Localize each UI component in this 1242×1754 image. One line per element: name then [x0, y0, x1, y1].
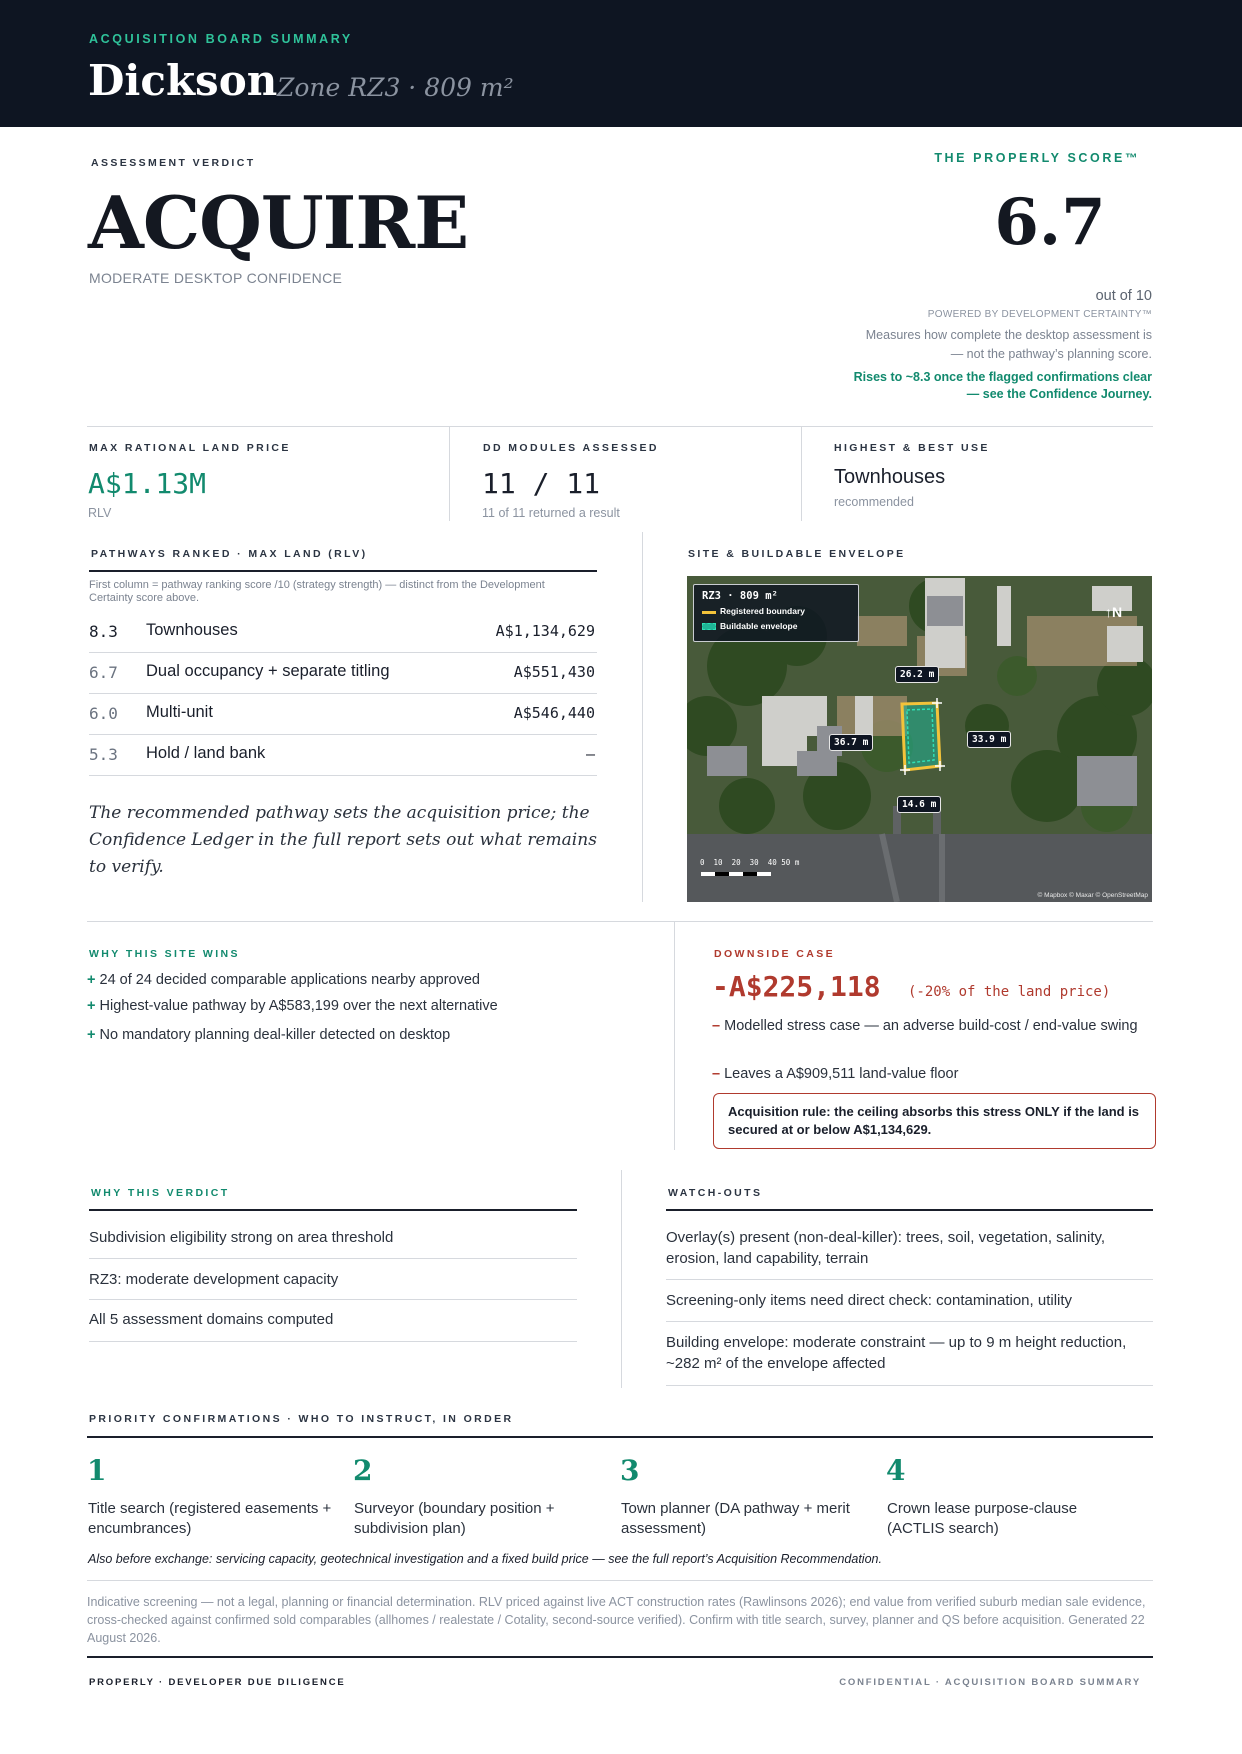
table-row	[89, 653, 597, 694]
map-legend	[693, 584, 859, 642]
score-powered-by: POWERED BY DEVELOPMENT CERTAINTY™	[927, 309, 1152, 320]
envelope-swatch	[702, 623, 716, 630]
dimension-label: 33.9 m	[967, 731, 1011, 748]
site-caption: SITE & BUILDABLE ENVELOPE	[688, 548, 906, 560]
scale-bar	[701, 872, 771, 876]
step-text: Surveyor (boundary position + subdivision plan)	[354, 1500, 555, 1537]
score-rise-note	[800, 369, 1152, 403]
list-item: Screening-only items need direct check: contamination, utility	[666, 1292, 1073, 1309]
divider	[89, 1341, 577, 1342]
score-description-line: — not the pathway’s planning score.	[950, 347, 1152, 361]
legend-envelope: Buildable envelope	[720, 621, 798, 631]
list-item	[87, 998, 498, 1014]
divider	[666, 1385, 1153, 1386]
pathway-name: Townhouses	[146, 621, 238, 639]
table-row	[89, 612, 597, 653]
divider	[642, 532, 643, 902]
metric-sub: 11 of 11 returned a result	[482, 506, 620, 520]
header-kicker: ACQUISITION BOARD SUMMARY	[89, 32, 353, 46]
pathway-score: 5.3	[89, 745, 118, 764]
step-number: 4	[886, 1454, 906, 1487]
minus-icon: –	[712, 1066, 721, 1082]
step-number: 3	[620, 1454, 640, 1487]
map-attribution: © Mapbox © Maxar © OpenStreetMap	[1037, 892, 1148, 899]
wins-caption: WHY THIS SITE WINS	[89, 948, 240, 960]
verdict-word: ACQUIRE	[88, 180, 469, 265]
why-verdict-caption: WHY THIS VERDICT	[91, 1187, 230, 1199]
pathway-name: Dual occupancy + separate titling	[146, 662, 390, 680]
footer-left: PROPERLY · DEVELOPER DUE DILIGENCE	[89, 1677, 346, 1688]
minus-icon: –	[712, 1018, 721, 1034]
metric-caption: DD MODULES ASSESSED	[483, 442, 659, 454]
list-item: RZ3: moderate development capacity	[89, 1271, 339, 1288]
list-item-text: 24 of 24 decided comparable applications nearby approved	[99, 972, 480, 988]
pathway-price: –	[585, 745, 595, 763]
divider	[89, 570, 597, 572]
site-map[interactable]	[687, 576, 1152, 902]
score-description	[820, 326, 1152, 364]
pathway-price: A$546,440	[513, 704, 595, 722]
step-number: 2	[353, 1454, 373, 1487]
divider	[449, 427, 450, 521]
pathway-name: Hold / land bank	[146, 744, 266, 762]
page-title: Dickson	[88, 56, 278, 105]
metric-sub: recommended	[834, 495, 914, 509]
metric-land-price: A$1.13M	[88, 467, 207, 500]
score-rise-line: — see the Confidence Journey.	[966, 387, 1152, 401]
divider	[87, 1580, 1153, 1581]
list-item: Building envelope: moderate constraint — up to 9 m height reduction, ~282 m² of the envelope affected	[666, 1334, 1127, 1372]
north-label: N	[1112, 604, 1123, 620]
plus-icon: +	[87, 972, 96, 988]
list-item	[712, 1016, 1152, 1036]
downside-caption: DOWNSIDE CASE	[714, 948, 836, 960]
pathway-price: A$1,134,629	[495, 622, 595, 640]
list-item-text: Leaves a A$909,511 land-value floor	[724, 1066, 959, 1082]
list-item-text: No mandatory planning deal-killer detected on desktop	[99, 1027, 451, 1043]
divider	[666, 1279, 1153, 1280]
step-number: 1	[87, 1454, 107, 1487]
divider	[666, 1321, 1153, 1322]
legend-title: RZ3 · 809 m²	[702, 590, 778, 602]
scale-label: 0 10 20 30 40 50 m	[700, 858, 800, 867]
list-item: All 5 assessment domains computed	[89, 1311, 334, 1328]
list-item: Overlay(s) present (non-deal-killer): trees, soil, vegetation, salinity, erosion, land capability, terrain	[666, 1229, 1106, 1267]
divider	[89, 1209, 577, 1211]
score-description-line: Measures how complete the desktop assessment is	[865, 328, 1152, 342]
verdict-confidence: MODERATE DESKTOP CONFIDENCE	[89, 270, 343, 286]
table-row	[89, 694, 597, 735]
dimension-label: 26.2 m	[895, 666, 939, 683]
pathway-score: 6.0	[89, 704, 118, 723]
pathway-name: Multi-unit	[146, 703, 213, 721]
metric-modules: 11 / 11	[482, 467, 601, 500]
list-item-text: Modelled stress case — an adverse build-cost / end-value swing	[724, 1018, 1138, 1034]
pathways-note: First column = pathway ranking score /10 (strategy strength) — distinct from the Development Certainty score above.	[89, 579, 545, 604]
divider	[87, 1656, 1153, 1658]
plus-icon: +	[87, 1027, 96, 1043]
score-rise-line: Rises to ~8.3 once the flagged confirmations clear	[853, 370, 1152, 384]
dimension-label: 14.6 m	[897, 796, 941, 813]
divider	[801, 427, 802, 521]
downside-percent: (-20% of the land price)	[908, 984, 1111, 1000]
divider	[87, 1436, 1153, 1438]
score-value: 6.7	[994, 185, 1106, 260]
divider	[89, 1299, 577, 1300]
divider	[674, 922, 675, 1150]
list-item-text: Highest-value pathway by A$583,199 over the next alternative	[99, 998, 498, 1014]
divider	[87, 921, 1153, 922]
pathway-price: A$551,430	[513, 663, 595, 681]
also-before-note: Also before exchange: servicing capacity, geotechnical investigation and a fixed build price — see the full report’s Acquisition Recommendation.	[88, 1552, 882, 1566]
priority-caption: PRIORITY CONFIRMATIONS · WHO TO INSTRUCT, IN ORDER	[89, 1413, 514, 1425]
list-item	[87, 972, 480, 988]
footer-right: CONFIDENTIAL · ACQUISITION BOARD SUMMARY	[839, 1677, 1141, 1688]
step-text: Town planner (DA pathway + merit assessment)	[621, 1500, 850, 1537]
divider	[89, 1258, 577, 1259]
metric-sub: RLV	[88, 506, 112, 520]
step-text: Title search (registered easements + encumbrances)	[88, 1500, 332, 1537]
table-row	[89, 735, 597, 776]
divider	[87, 426, 1153, 427]
pathways-quote: The recommended pathway sets the acquisition price; the Confidence Ledger in the full report sets out what remains to verify.	[89, 803, 597, 877]
boundary-swatch	[702, 611, 716, 614]
metric-best-use: Townhouses	[834, 466, 946, 488]
legend-boundary: Registered boundary	[720, 606, 806, 616]
downside-value: -A$225,118	[712, 970, 881, 1003]
pathway-score: 6.7	[89, 663, 118, 682]
score-out-of: out of 10	[1095, 288, 1152, 304]
metric-caption: HIGHEST & BEST USE	[834, 442, 990, 454]
list-item	[87, 1027, 450, 1043]
acquisition-rule-box: Acquisition rule: the ceiling absorbs this stress ONLY if the land is secured at or below A$1,134,629.	[713, 1093, 1156, 1149]
metric-caption: MAX RATIONAL LAND PRICE	[89, 442, 291, 454]
dimension-label: 36.7 m	[829, 734, 873, 751]
watchouts-caption: WATCH-OUTS	[668, 1187, 763, 1199]
pathway-score: 8.3	[89, 622, 118, 641]
plus-icon: +	[87, 998, 96, 1014]
score-caption: THE PROPERLY SCORE™	[934, 151, 1140, 165]
divider	[621, 1170, 622, 1388]
north-arrow-icon: ↑N	[1105, 604, 1123, 620]
step-text: Crown lease purpose-clause (ACTLIS search)	[887, 1500, 1078, 1537]
page-subtitle: Zone RZ3 · 809 m²	[277, 73, 514, 102]
pathways-caption: PATHWAYS RANKED · MAX LAND (RLV)	[91, 548, 368, 560]
list-item: Subdivision eligibility strong on area threshold	[89, 1229, 394, 1246]
disclaimer: Indicative screening — not a legal, planning or financial determination. RLV priced against live ACT construction rates (Rawlinsons 2026); end value from verified suburb median sale evidence, cross-checked against confirmed sold comparables (allhomes / realestate / Cotality, second-source verified). Confirm with title search, survey, planner and QS before acquisition. Generated 22 August 2026.	[87, 1595, 1146, 1645]
verdict-caption: ASSESSMENT VERDICT	[91, 157, 256, 169]
list-item	[712, 1066, 958, 1082]
divider	[666, 1209, 1153, 1211]
